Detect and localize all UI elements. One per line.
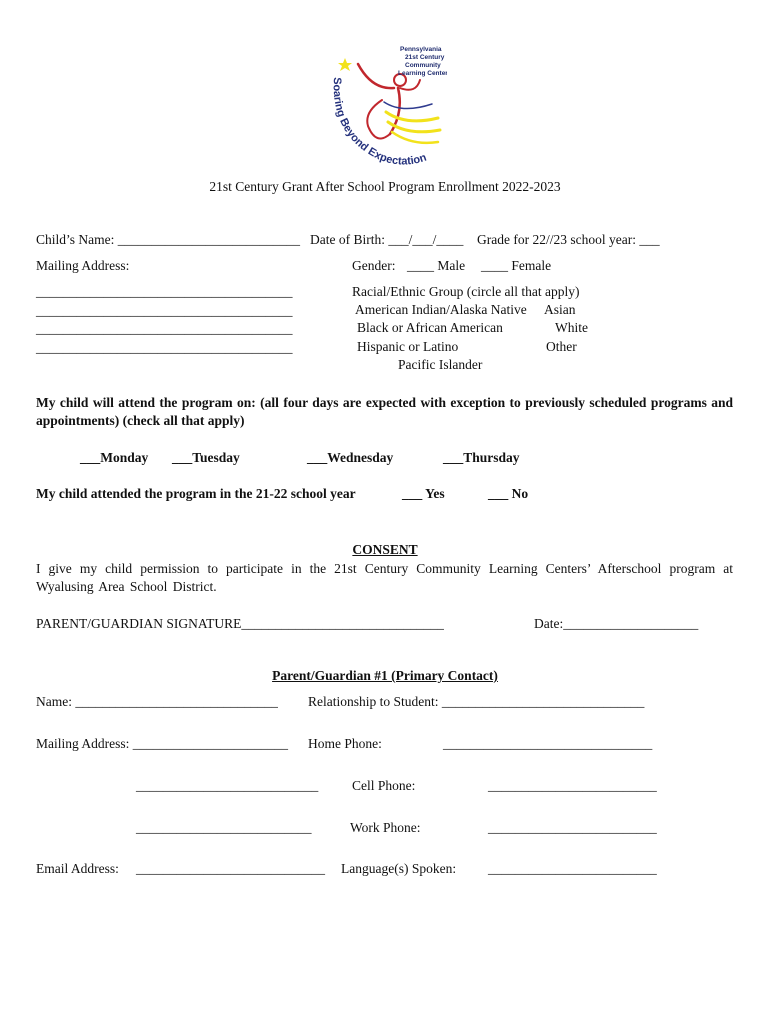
logo-text-line: Pennsylvania xyxy=(400,46,442,53)
address-line[interactable]: ______________________________________ xyxy=(36,340,293,355)
guardian1-email-label: Email Address: xyxy=(36,861,119,876)
guardian1-home-phone-field[interactable]: _______________________________ xyxy=(443,736,653,751)
guardian1-cell-phone-field[interactable]: _________________________ xyxy=(488,778,657,793)
race-option-black[interactable]: Black or African American xyxy=(357,320,503,335)
day-option-tuesday[interactable]: ___Tuesday xyxy=(172,450,240,465)
address-line[interactable]: ______________________________________ xyxy=(36,321,293,336)
race-option-white[interactable]: White xyxy=(555,320,588,335)
previous-attendance-no[interactable]: ___ No xyxy=(488,486,529,501)
guardian1-home-phone-label: Home Phone: xyxy=(308,736,382,751)
address-line[interactable]: ______________________________________ xyxy=(36,284,293,299)
gender-label: Gender: xyxy=(352,258,396,273)
race-option-american-indian[interactable]: American Indian/Alaska Native xyxy=(355,302,527,317)
date-of-birth-field[interactable]: Date of Birth: ___/___/____ xyxy=(310,232,464,247)
child-name-field[interactable]: Child’s Name: ___________________________ xyxy=(36,232,300,247)
guardian-signature-field[interactable]: PARENT/GUARDIAN SIGNATURE______________________________ xyxy=(36,616,444,631)
guardian1-work-phone-label: Work Phone: xyxy=(350,820,421,835)
guardian1-name-field[interactable]: Name: ______________________________ xyxy=(36,694,278,709)
guardian1-heading: Parent/Guardian #1 (Primary Contact) xyxy=(272,668,498,683)
logo-text-line: 21st Century xyxy=(405,54,445,61)
guardian1-work-phone-field[interactable]: _________________________ xyxy=(488,820,657,835)
previous-attendance-yes[interactable]: ___ Yes xyxy=(402,486,445,501)
logo-text-line: Community xyxy=(405,62,441,69)
previous-attendance-label: My child attended the program in the 21-22 school year xyxy=(36,486,356,501)
guardian1-email-field[interactable]: ____________________________ xyxy=(136,861,325,876)
address-line[interactable]: ______________________________________ xyxy=(36,303,293,318)
logo-star-icon xyxy=(338,58,352,71)
form-title: 21st Century Grant After School Program Enrollment 2022-2023 xyxy=(209,179,561,194)
gender-male-option[interactable]: ____ Male xyxy=(407,258,466,273)
race-option-hispanic[interactable]: Hispanic or Latino xyxy=(357,339,459,354)
guardian1-relationship-field[interactable]: Relationship to Student: ______________________________ xyxy=(308,694,645,709)
attendance-statement: My child will attend the program on: (all four days are expected with exception to previously scheduled programs and appointments) (check all that apply) xyxy=(36,395,733,428)
logo-graphic xyxy=(312,42,447,172)
day-option-wednesday[interactable]: ___Wednesday xyxy=(307,450,394,465)
race-option-asian[interactable]: Asian xyxy=(544,302,576,317)
mailing-address-label: Mailing Address: xyxy=(36,258,130,273)
guardian1-address-line[interactable]: ___________________________ xyxy=(136,778,319,793)
grade-field[interactable]: Grade for 22//23 school year: ___ xyxy=(477,232,660,247)
guardian1-language-label: Language(s) Spoken: xyxy=(341,861,457,876)
guardian1-address-line[interactable]: __________________________ xyxy=(136,820,312,835)
race-option-other[interactable]: Other xyxy=(546,339,577,354)
guardian1-mailing-address-field[interactable]: Mailing Address: _______________________ xyxy=(36,736,288,751)
race-ethnicity-label: Racial/Ethnic Group (circle all that apply) xyxy=(352,284,580,299)
program-logo xyxy=(312,42,447,172)
consent-text: I give my child permission to participate in the 21st Century Community Learning Centers’ Afterschool program at Wyalusing Area School District. xyxy=(36,561,733,594)
logo-arc-text: Soaring Beyond Expectation xyxy=(330,76,429,168)
guardian1-cell-phone-label: Cell Phone: xyxy=(352,778,416,793)
day-option-thursday[interactable]: ___Thursday xyxy=(443,450,520,465)
day-option-monday[interactable]: ___Monday xyxy=(80,450,149,465)
consent-heading: CONSENT xyxy=(352,542,418,557)
race-option-pacific-islander[interactable]: Pacific Islander xyxy=(398,357,483,372)
gender-female-option[interactable]: ____ Female xyxy=(481,258,552,273)
guardian1-language-field[interactable]: _________________________ xyxy=(488,861,657,876)
logo-text-line: Learning Centers xyxy=(398,70,447,77)
signature-date-field[interactable]: Date:____________________ xyxy=(534,616,699,631)
